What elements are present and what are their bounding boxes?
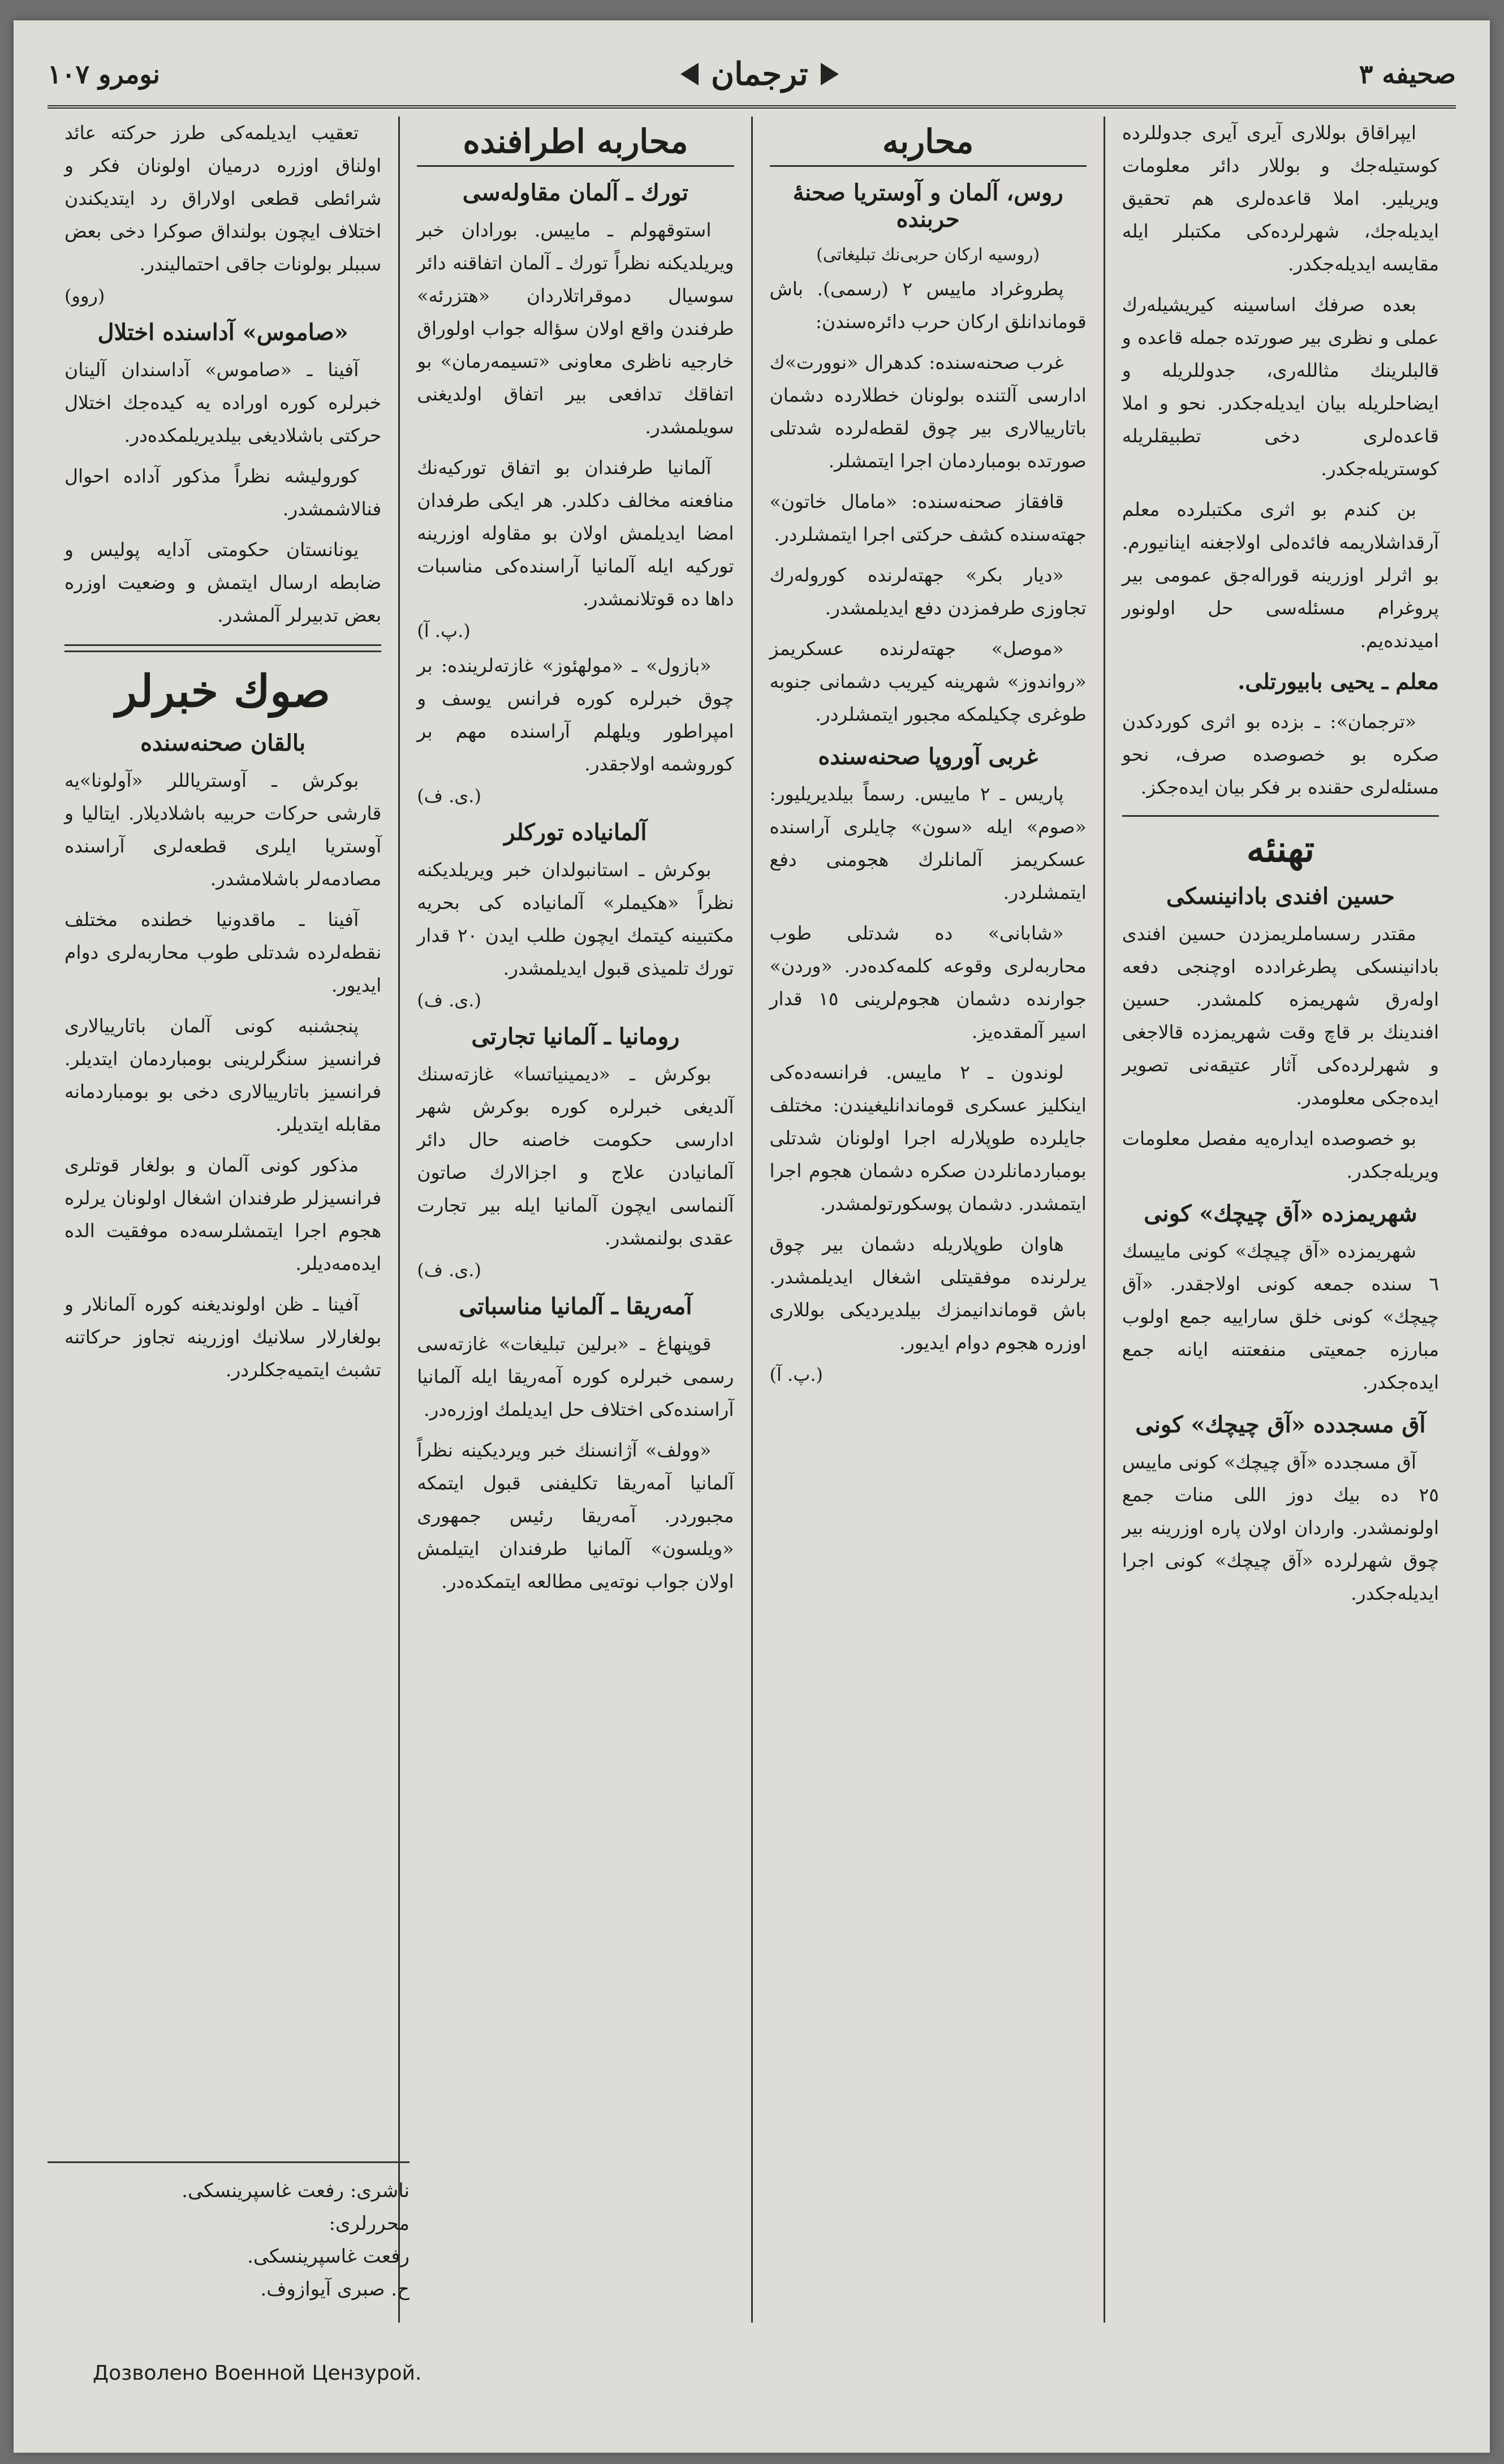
romania-germany-trade-title: رومانیا ـ آلمانیا تجارتی	[471, 1023, 680, 1050]
newspaper-title	[680, 55, 839, 93]
editor-name: رفعت غاسپرینسکی.	[247, 2245, 410, 2268]
col2-paragraph: پطروغراد ماییس ٢ (رسمی). باش قوماندانلق ارکان حرب دائره‌سندن:	[769, 278, 1087, 333]
col1-paragraph: بعده صرفك اساسینه کیریشیله‌رك عملی و نظری بیر صورتده جمله قاعده و قالبلرینك مثالله‌ری، جدوللریله و ایضاحلریله بیان ایدیله‌جکدر. نحو و املا قاعده‌لری دخی تطبیقلریله کوستریله‌جکدر.	[1122, 294, 1439, 480]
column-1	[1105, 117, 1456, 2323]
editor-name: ح. صبری آیوازوف.	[260, 2278, 410, 2301]
col4-paragraph: تعقیب ایدیلمه‌کی طرز حرکته عائد اولناق اوزره درمیان اولونان فکر و شرائطی قطعی اولاراق رد ایتدیکندن اختلاف ایچون بولنداق صوکرا دخی بعض سببلر بولونات جاقی احتمالیندر.	[64, 122, 382, 275]
america-germany-relations-title: آمه‌ریقا ـ آلمانیا مناسباتی	[459, 1293, 692, 1320]
issue-number-label: نومرو ١٠٧	[48, 59, 160, 89]
col4-sub1-paragraph: یونانستان حکومتی آدایه پولیس و ضابطه ارسال ایتمش و وضعیت اوزره بعض تدبیرلر آلمشدر.	[64, 539, 382, 626]
col2-sub1-paragraph: «شابانی» ده شدتلی طوب محاربه‌لری وقوعه کلمه‌کده‌در. «وردن» جوارنده دشمان هجوم‌لرینی ١٥ قدار اسیر آلمقده‌یز.	[769, 922, 1087, 1043]
column-3	[400, 117, 752, 2323]
col3-sub1-paragraph: آلمانیا طرفندان بو اتفاق تورکیه‌نك منافعنه مخالف دکلدر. هر ایکی طرفدان امضا ایدیلمش اولان بو مقاوله اوزرینه تورکیه ایله آلمانیا آراسنده‌کی مناسبات داها ده قوتلانمشدر.	[417, 456, 734, 610]
col4-sub1-paragraph: آفینا ـ «صاموس» آداسندان آلینان خبرلره کوره اوراده یه کیده‌جك اختلال حرکتی باشلادیغی بیلدیریلمکده‌در.	[64, 359, 382, 446]
agency-signature: (پ. آ.)	[417, 620, 471, 641]
author-signature: معلم ـ یحیی بابیورتلی.	[1238, 669, 1439, 694]
arrow-right-icon	[821, 63, 839, 85]
col3-sub4-paragraph: «وولف» آژانسنك خبر ویردیکینه نظراً آلمانیا آمه‌ریقا تکلیفنی قبول ایتمکه مجبوردر. آمه‌ریقا رئیس جمهوری «ویلسون» آلمانیا طرفندان ایتیلمش اولان جواب نوته‌یی مطالعه ایتمکده‌در.	[417, 1439, 734, 1592]
section-title: حسین افندی بادانینسکی	[1166, 883, 1395, 910]
war-article-byline: (روسیه ارکان حربی‌نك تبلیغاتی)	[816, 245, 1040, 265]
col3-sub3-paragraph: بوکرش ـ «دیمینیاتسا» غازته‌سنك آلدیغی خبرلره کوره بوکرش شهر ادارسی حکومت خاصنه حال دائر آلمانیادن علاج و اجزالارك صاتون آلنماسی ایچون آلمانیا ایله بیر تجارت عقدی بولنمشدر.	[417, 1063, 734, 1249]
column-2	[753, 117, 1105, 2323]
translator-note: «ترجمان»: ـ بزده بو اثری کوردکدن صکره بو خصوصده صرف، نحو مسئله‌لری حقنده بر فکر بیان ایده‌جکز.	[1122, 710, 1439, 798]
newspaper-page	[14, 20, 1490, 2453]
agency-signature: (پ. آ.)	[769, 1364, 823, 1385]
col1-paragraph: بن کندم بو اثری مکتبلرده معلم آرقداشلاریمه فائده‌لی اولاجغنه اینانیورم. بو اثرلر اوزرینه قوراله‌جق عمومی بیر پروغرام مسئله‌سی حل اولونور امیدنده‌یم.	[1122, 498, 1439, 652]
col1-section-paragraph: مقتدر رسساملریمزدن حسین افندی بادانینسکی پطرغرادده اوچنجی دفعه اوله‌رق شهریمزه کلمشدر. حسین افندینك بر قاچ وقت شهریمزده قالاجغی و شهرلرده‌کی آثار عتیقه‌نی تصویر ایده‌جکی معلومدر.	[1122, 923, 1439, 1109]
col1-section-paragraph: بو خصوصده ایداره‌یه مفصل معلومات ویریله‌جکدر.	[1122, 1127, 1439, 1182]
col3-extra-paragraph: «بازول» ـ «مولهئوز» غازته‌لرینده: بر چوق خبرلره کوره فرانس یوسف و امپراطور ویلهلم آراسنده مهم بر کوروشمه اولاجقدر.	[417, 654, 734, 775]
col1-sub3-paragraph: آق مسجدده «آق چیچك» کونی ماییس ٢٥ ده بیك دوز اللی منات جمع اولونمشدر. واردان اولان پاره اوزرینه بیر چوق شهرلرده «آق چیچك» کونی اجرا ایدیله‌جکدر.	[1122, 1451, 1439, 1604]
col3-sub4-paragraph: قوپنهاغ ـ «برلین تبلیغات» غازته‌سی رسمی خبرلره کوره آمه‌ریقا ایله آلمانیا آراسنده‌کی اختلاف حل ایدیلمك اوزره‌در.	[417, 1333, 734, 1420]
col4-sub2-paragraph: بوکرش ـ آوستریاللر «آولونا»یه قارشی حرکات حربیه باشلادیلار. ایتالیا و آوستریا ایلری قطعه‌لری آراسنده مصادمه‌لر باشلامشدر.	[64, 769, 382, 890]
agency-signature: (ی. ف.)	[417, 785, 481, 807]
col2-sub1-paragraph: پاریس ـ ٢ ماییس. رسماً بیلدیریلیور: «صوم» ایله «سون» چایلری آراسنده عسکریمز آلمانلرك هجومنی دفع ایتمشلردر.	[769, 783, 1087, 903]
publisher-line: ناشری: رفعت غاسپرینسکی.	[182, 2179, 410, 2202]
agency-signature: (ی. ف.)	[417, 1259, 481, 1281]
col4-sub2-paragraph: پنجشنبه کونی آلمان باتارییالاری فرانسیز سنگرلرینی بومباردمان ایتدیلر. فرانسیز باتارییالاری دخی بو بومباردمانه مقابله ایتدیلر.	[64, 1015, 382, 1135]
column-4	[48, 117, 400, 2323]
white-flower-day-title: شهریمزده «آق چیچك» کونی	[1144, 1200, 1417, 1227]
col2-paragraph: قافقاز صحنه‌سنده: «مامال خاتون» جهته‌سنده کشف حرکتی اجرا ایتمشلردر.	[769, 490, 1087, 545]
col2-paragraph: «دیار بکر» جهته‌لرنده کوروله‌رك تجاوزی طرفمزدن دفع ایدیلمشدر.	[769, 564, 1087, 619]
divider	[1122, 815, 1439, 817]
western-front-title: غربی آوروپا صحنه‌سنده	[818, 743, 1038, 770]
masthead	[48, 43, 1456, 109]
newspaper-name: ترجمان	[710, 55, 808, 93]
arrow-left-icon	[680, 63, 699, 85]
columns	[48, 117, 1456, 2323]
agency-signature: (روو)	[64, 285, 105, 307]
col3-sub1-paragraph: استوقهولم ـ ماییس. بورادان خبر ویریلدیکنه نظراً تورك ـ آلمان اتفاقنه دائر سوسیال دموقراتلاردان «هتزرئه» طرفندن واقع اولان سؤاله جواب اولوراق خارجیه ناظری معاونی «تسیمه‌رمان» بو اتفاقك تدافعی بیر اتفاق اولدیغنی سویلمشدر.	[417, 219, 734, 438]
col2-paragraph: غرب صحنه‌سنده: کدهرال «نوورت»ك ادارسی آلتنده بولونان خطلارده دشمان باتارییالاری بیر چوق لقطه‌لرده شدتلی صورتده بومباردمان اجرا ایتمشلر.	[769, 351, 1087, 472]
censorship-note: Дозволено Военной Цензурой.	[93, 2362, 422, 2385]
around-war-title: محاربه اطرافنده	[417, 122, 734, 167]
double-divider	[64, 644, 381, 652]
col4-sub2-paragraph: مذکور کونی آلمان و بولغار قوتلری فرانسیزلر طرفندان اشغال اولونان یرلره هجوم اجرا ایتمشلرسه‌ده موفقیت الده ایده‌مه‌دیلر.	[64, 1154, 382, 1274]
samos-uprising-title: «صاموس» آداسنده اختلال	[97, 319, 348, 346]
agency-signature: (ی. ف.)	[417, 989, 481, 1011]
war-article-title: محاربه	[770, 122, 1087, 167]
latest-news-title: صوك خبرلر	[115, 666, 330, 717]
col1-paragraph: ایپراقاق بوللاری آیری آیری جدوللرده کوستیله‌جك و بوللار دائر معلومات ویریلیر. املا قاعده‌لری هم تحقیق ایدیله‌جك، شهرلرده‌کی مکتبلر ایله مقایسه ایدیله‌جکدر.	[1122, 122, 1439, 275]
col1-sub2-paragraph: شهریمزده «آق چیچك» کونی ماییسك ٦ سنده جمعه کونی اولاجقدر. «آق چیچك» کونی خلق ساراییه جمع اولوب مبارزه جمعیتی منفعتنه ایانه جمع ایده‌جکدر.	[1122, 1240, 1439, 1393]
col2-sub1-paragraph: هاوان طوپلاریله دشمان بیر چوق یرلرنده موفقیتلی اشغال ایدیلمشدر. باش قوماندانیمزك بیلدیردیکی بوللاری اوزره هجوم دوام ایدیور.	[769, 1233, 1087, 1354]
col4-sub2-paragraph: آفینا ـ ماقدونیا خطنده مختلف نقطه‌لرده شدتلی طوب محاربه‌لری دوام ایدیور.	[64, 908, 382, 996]
editors-label: محررلری:	[329, 2212, 410, 2235]
col2-sub1-paragraph: لوندون ـ ٢ ماییس. فرانسه‌ده‌کی اینکلیز عسکری قوماندانلیغیندن: مختلف جایلرده طوپلارله اجرا اولونان شدتلی بومباردمانلردن صکره دشمان هجوم اجرا ایتمشدر. دشمان پوسکورتولمشدر.	[769, 1061, 1087, 1214]
balkan-front-title: بالقان صحنه‌سنده	[140, 730, 306, 756]
editorial-box	[48, 2161, 410, 2306]
akmescit-flower-day-title: آق مسجدده «آق چیچك» کونی	[1135, 1411, 1426, 1438]
congratulation-heading: تهنئه	[1246, 828, 1315, 871]
war-article-subtitle: روس، آلمان و آوستریا صحنهٔ حربنده	[792, 179, 1063, 232]
turks-in-germany-title: آلمانیاده تورکلر	[504, 819, 647, 846]
col4-sub1-paragraph: کورولیشه نظراً مذکور آداده احوال فنالاشمشدر.	[64, 465, 382, 520]
page-number-label: صحيفه ٣	[1359, 59, 1456, 89]
turkish-german-agreement-title: تورك ـ آلمان مقاوله‌سی	[462, 179, 688, 206]
col2-paragraph: «موصل» جهته‌لرنده عسکریمز «رواندوز» شهرینه کیریب دشمانی جنوبه طوغری چکیلمکه مجبور ایتمشلردر.	[769, 637, 1087, 725]
col3-sub2-paragraph: بوکرش ـ استانبولدان خبر ویریلدیکنه نظراً «هکیملر» آلمانیاده کی بحریه مکتبینه کیتمك ایچون طلب ایدن ٢٠ قدار تورك تلمیذی قبول ایدیلمشدر.	[417, 859, 734, 979]
col4-sub2-paragraph: آفینا ـ ظن اولوندیغنه کوره آلمانلار و بولغارلار سلانیك اوزرینه تجاوز حرکاتنه تشبث ایتمیه‌جکلردر.	[64, 1293, 382, 1381]
